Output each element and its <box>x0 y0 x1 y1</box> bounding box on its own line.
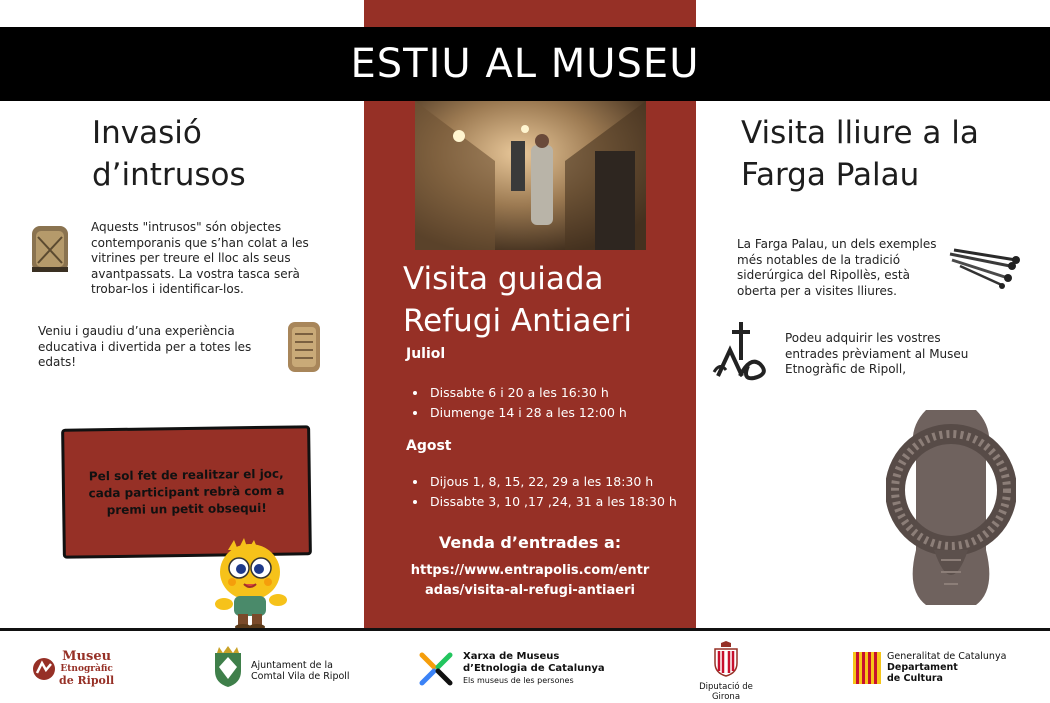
diputacio-text: Diputació de Girona <box>699 682 753 702</box>
xarxa-logo <box>418 651 605 687</box>
generalitat-line2: Departament <box>887 662 958 673</box>
right-heading-line1: Visita lliure a la <box>741 115 979 151</box>
left-heading-line1: Invasió <box>92 115 202 151</box>
ajuntament-logo <box>211 645 350 689</box>
tickets-url-line2[interactable]: adas/visita-al-refugi-antiaeri <box>425 583 635 598</box>
museu-logo-line3: de Ripoll <box>59 674 115 687</box>
generalitat-line3: de Cultura <box>887 673 943 684</box>
center-heading-line2: Refugi Antiaeri <box>403 303 632 339</box>
right-paragraph-2: Podeu adquirir les vostres entrades prèviament al Museu Etnogràfic de Ripoll, <box>785 331 969 376</box>
forge-mark-icon <box>710 320 772 382</box>
tickets-link[interactable] <box>364 561 696 601</box>
date-item: • Dissabte 3, 10 ,17 ,24, 31 a les 18:30 h <box>428 492 677 512</box>
generalitat-flag-icon <box>853 652 881 684</box>
prize-callout-text: Pel sol fet de realitzar el joc, cada participant rebrà com a premi un petit obsequi! <box>88 466 285 517</box>
mascot-image <box>208 538 292 630</box>
right-heading-line2: Farga Palau <box>741 157 920 193</box>
intrus-object-image-1 <box>30 223 70 275</box>
diputacio-shield-icon <box>711 641 741 677</box>
generalitat-logo <box>853 651 1006 684</box>
nails-image <box>946 244 1020 292</box>
left-paragraph-2: Veniu i gaudiu d’una experiència educativa i divertida per a totes les edats! <box>38 324 252 369</box>
left-heading-line2: d’intrusos <box>92 157 246 193</box>
center-heading <box>403 258 632 342</box>
title-banner <box>0 27 1050 101</box>
month-agost: Agost <box>406 438 452 454</box>
xarxa-line2: d’Etnologia de Catalunya <box>463 663 605 674</box>
tickets-url-line1[interactable]: https://www.entrapolis.com/entr <box>410 563 650 578</box>
center-heading-line1: Visita guiada <box>403 261 604 297</box>
ajuntament-line1: Ajuntament de la <box>251 660 333 671</box>
xarxa-line1: Xarxa de Museus <box>463 651 560 662</box>
ajuntament-shield-icon <box>211 645 245 689</box>
date-item: • Dissabte 6 i 20 a les 16:30 h <box>428 383 627 403</box>
juliol-dates-list <box>406 383 627 423</box>
xarxa-line3: Els museus de les persones <box>463 676 574 685</box>
left-heading <box>92 112 246 196</box>
door-knocker-image <box>886 400 1016 610</box>
museu-logo-icon <box>32 657 56 681</box>
diputacio-logo <box>684 641 768 702</box>
generalitat-line1: Generalitat de Catalunya <box>887 651 1007 662</box>
xarxa-logo-icon <box>418 651 454 687</box>
page-title: ESTIU AL MUSEU <box>350 41 700 87</box>
month-juliol: Juliol <box>406 346 446 362</box>
museu-logo-line2: Etnogràfic <box>60 664 113 674</box>
agost-dates-list <box>406 472 677 512</box>
refugi-photo <box>415 101 646 250</box>
footer-logos <box>0 628 1050 703</box>
museu-logo-line1: Museu <box>62 649 112 664</box>
date-item: • Diumenge 14 i 28 a les 12:00 h <box>428 403 627 423</box>
intrus-object-image-2 <box>285 320 323 374</box>
museu-logo <box>32 651 114 687</box>
right-paragraph-1: La Farga Palau, un dels exemples més notables de la tradició siderúrgica del Ripollès, està oberta per a visites lliures. <box>737 237 937 298</box>
tickets-heading: Venda d’entrades a: <box>438 533 622 552</box>
right-heading <box>741 112 979 196</box>
date-item: • Dijous 1, 8, 15, 22, 29 a les 18:30 h <box>428 472 677 492</box>
left-paragraph-1: Aquests "intrusos" són objectes contemporanis que s’han colat a les vitrines per treure el lloc als seus avantpassats. La vostra tasca serà trobar-los i identificar-los. <box>91 220 309 296</box>
ajuntament-line2: Comtal Vila de Ripoll <box>251 671 350 682</box>
